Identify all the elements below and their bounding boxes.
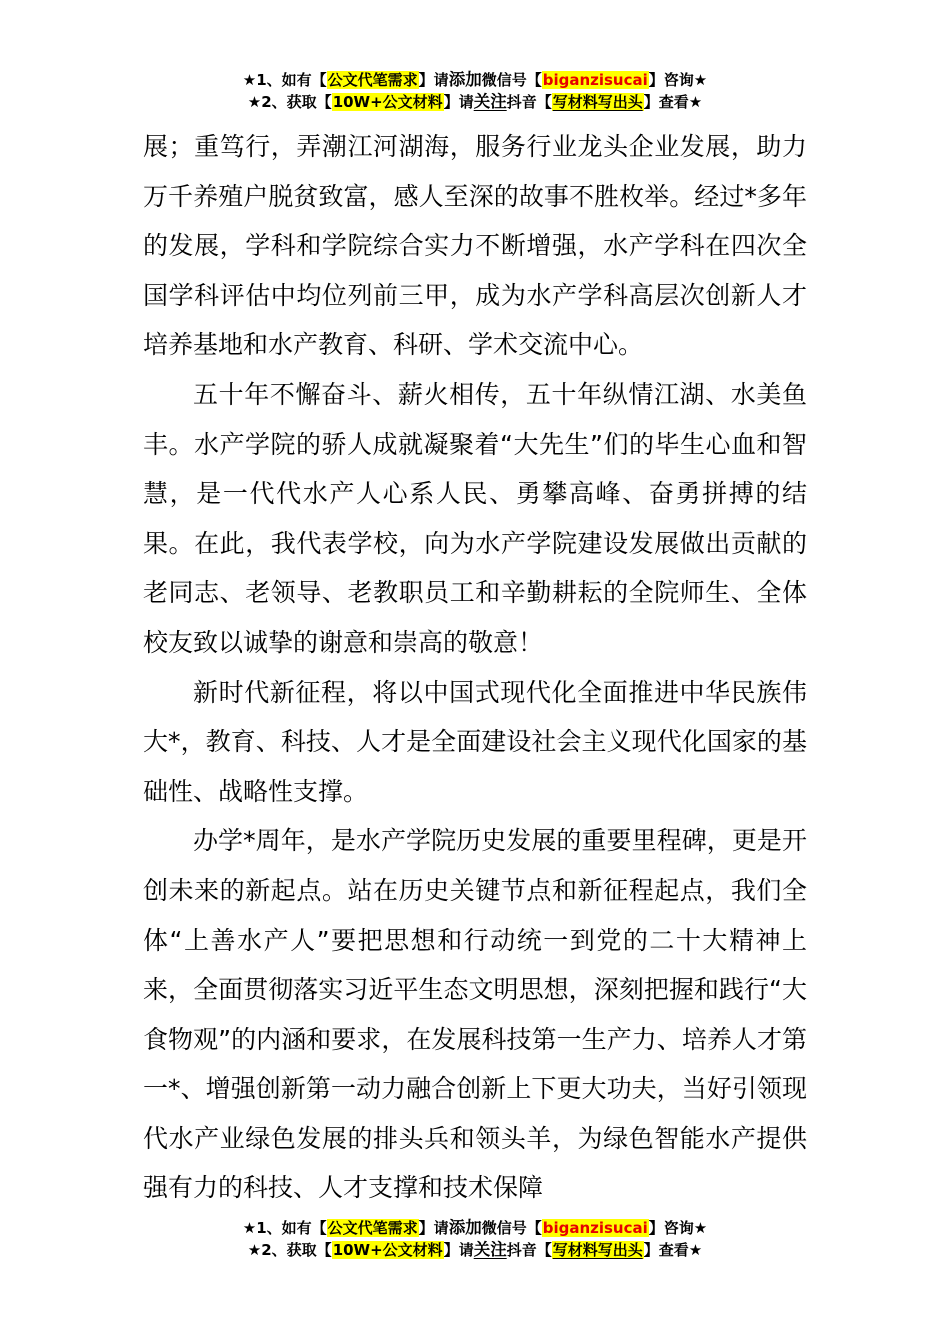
paragraph: 展；重笃行，弄潮江河湖海，服务行业龙头企业发展，助力万千养殖户脱贫致富，感人至深的故事不胜枚举。经过*多年的发展，学科和学院综合实力不断增强，水产学科在四次全国学科评估中均位列前三甲，成为水产学科高层次创新人才培养基地和水产教育、科研、学术交流中心。 [143,132,807,360]
paragraph: 新时代新征程，将以中国式现代化全面推进中华民族伟大*，教育、科技、人才是全面建设社会主义现代化国家的基础性、战略性支撑。 [143,677,807,806]
banner-text: ★1、如有【 [242,1219,327,1237]
banner-text: 】请 [443,1241,474,1259]
paragraph: 办学*周年，是水产学院历史发展的重要里程碑，更是开创未来的新起点。站在历史关键节点和新征程起点，我们全体“上善水产人”要把思想和行动统一到党的二十大精神上来，全面贯彻落实习近平生态文明思想，深刻把握和践行“大食物观”的内涵和要求，在发展科技第一生产力、培养人才第一*、增强创新第一动力融合创新上下更大功夫，当好引领现代水产业绿色发展的排头兵和领头羊，为绿色智能水产提供强有力的科技、人才支撑和技术保障 [143,826,807,1203]
banner-text: 】请 [418,1219,449,1237]
banner-text: 微信号【 [481,71,542,89]
banner-text: 微信号【 [481,1219,542,1237]
banner-highlight: 10W+公文材料 [332,93,443,111]
banner-douyin-id: 写材料写出头 [552,1241,643,1259]
banner-highlight: 公文代笔需求 [327,71,418,89]
banner-wechat-id: biganzisucai [542,71,648,89]
banner-line-1 [0,1217,950,1239]
banner-text: 】咨询★ [648,1219,708,1237]
banner-text: 】查看★ [643,1241,703,1259]
banner-highlight: 10W+公文材料 [332,1241,443,1259]
banner-text: 】咨询★ [648,71,708,89]
banner-wechat-id: biganzisucai [542,1219,648,1237]
banner-highlight: 公文代笔需求 [327,1219,418,1237]
paragraph: 五十年不懈奋斗、薪火相传，五十年纵情江湖、水美鱼丰。水产学院的骄人成就凝聚着“大先生”们的毕生心血和智慧，是一代代水产人心系人民、勇攀高峰、奋勇拼搏的结果。在此，我代表学校，向为水产学院建设发展做出贡献的老同志、老领导、老教职员工和辛勤耕耘的全院师生、全体校友致以诚挚的谢意和崇高的敬意！ [143,379,807,657]
footer-banner [0,1217,950,1261]
banner-emphasis: 关注 [473,92,507,111]
header-banner [0,69,950,113]
banner-emphasis: 添加 [448,1218,482,1237]
banner-text: 】请 [418,71,449,89]
banner-text: ★2、获取【 [247,93,332,111]
banner-text: 】查看★ [643,93,703,111]
banner-line-2 [0,1239,950,1261]
banner-douyin-id: 写材料写出头 [552,93,643,111]
banner-line-2 [0,91,950,113]
banner-text: ★2、获取【 [247,1241,332,1259]
banner-emphasis: 添加 [448,70,482,89]
banner-text: 抖音【 [506,93,552,111]
banner-text: 】请 [443,93,474,111]
banner-text: 抖音【 [506,1241,552,1259]
banner-emphasis: 关注 [473,1240,507,1259]
banner-text: ★1、如有【 [242,71,327,89]
document-body [143,122,807,1213]
banner-line-1 [0,69,950,91]
